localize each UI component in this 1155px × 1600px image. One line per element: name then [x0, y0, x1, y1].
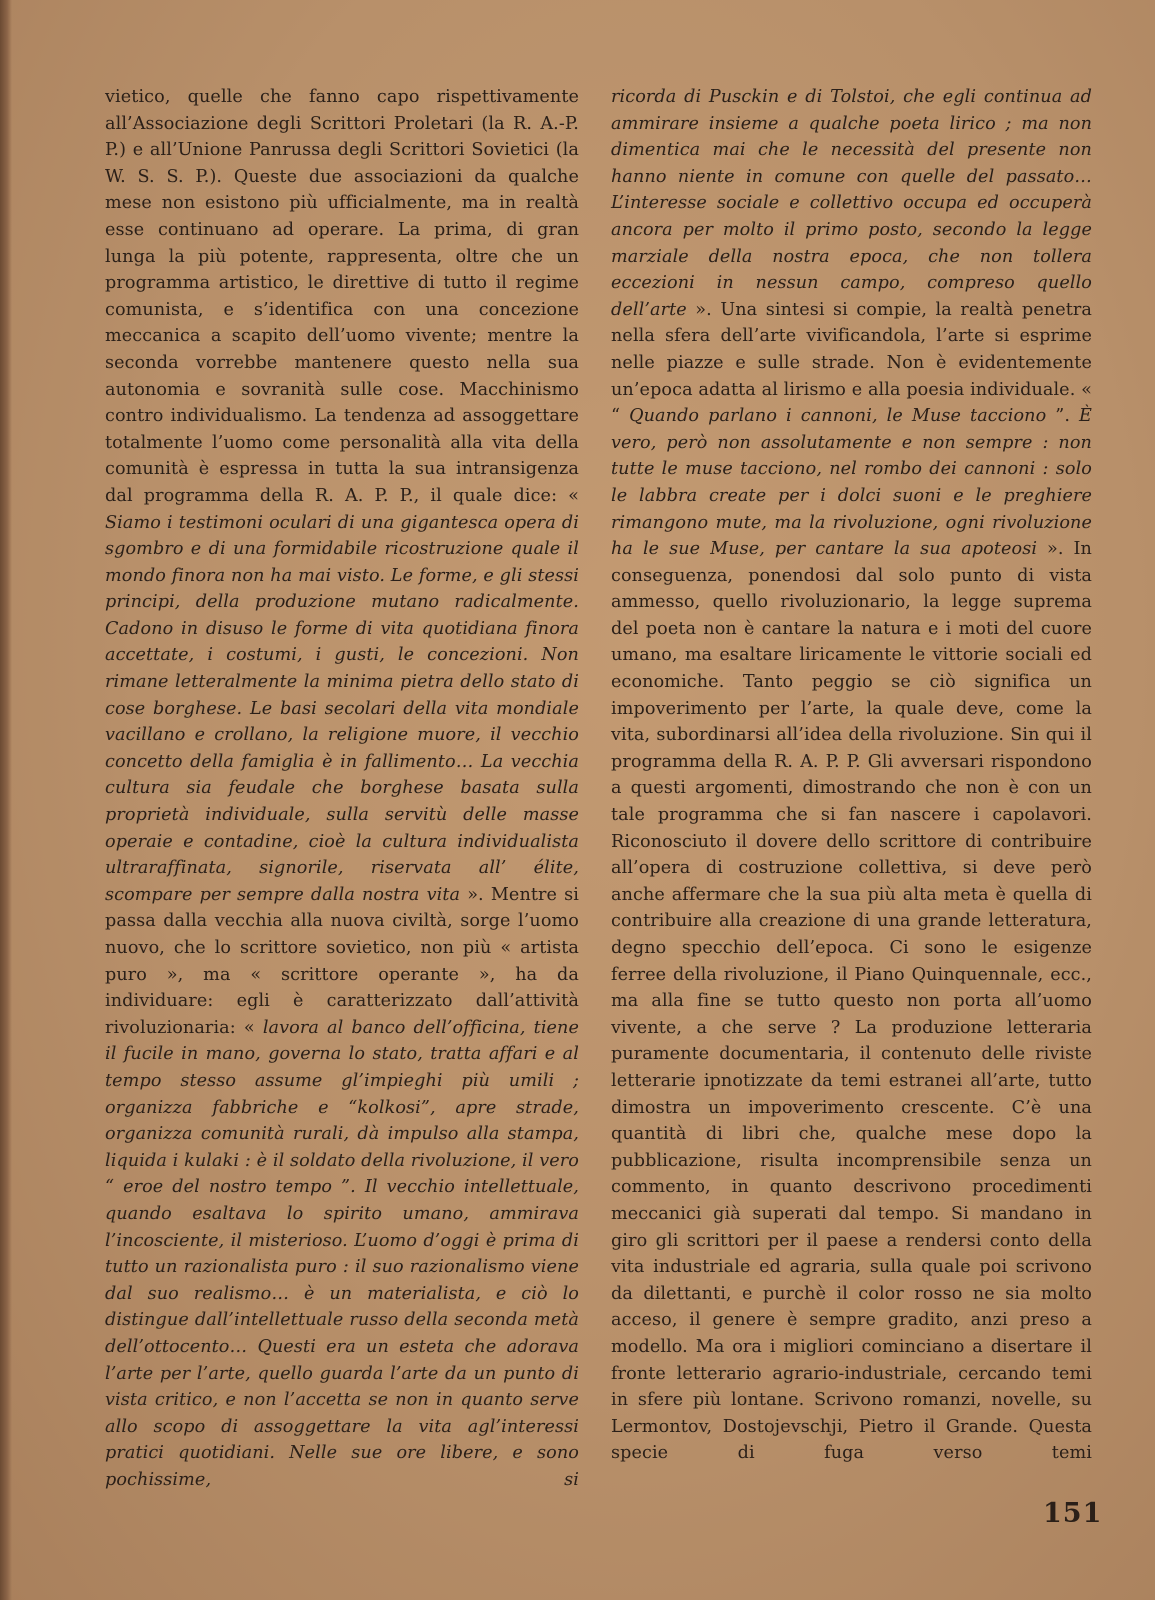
italic-quotation: lavora al banco dell’officina, tiene il fucile in mano, governa lo stato, tratta affari e al tempo stesso assume gl’impieghi più umili ; organizza fabbriche e “kolkosi”, apre strade, organizza comunità rurali, dà impulso alla stampa, liquida i kulaki : è il soldato della rivoluzione, il vero “ eroe del nostro tempo ”. Il vecchio intellettuale, quando esaltava lo spirito umano, ammirava l’incosciente, il misterioso. L’uomo d’oggi è prima di tutto un razionalista puro : il suo razionalismo viene dal suo realismo… è un materialista, e ciò lo distingue dall’intellettuale russo della seconda metà dell’ottocento… Questi era un esteta che adorava l’arte per l’arte, quello guarda l’arte da un punto di vista critico, e non l’accetta se non in quanto serve allo scopo di assoggettare la vita agl’interessi pratici quotidiani. Nelle sue ore libere, e sono pochissime, si — [105, 1017, 580, 1490]
left-paragraph — [105, 84, 579, 1493]
body-text: ». Mentre si passa dalla vecchia alla nuova civiltà, sorge l’uomo nuovo, che lo scrittore sovietico, non più « artista puro », ma « scrittore operante », ha da individuare: egli è caratterizzato dall’attività rivoluzionaria: « — [105, 884, 579, 1038]
body-text: ”. — [1046, 406, 1080, 427]
left-text-column — [105, 84, 579, 1493]
body-text: ». In conseguenza, ponendosi dal solo punto di vista ammesso, quello rivoluzionario, la legge suprema del poeta non è cantare la natura e i moti del cuore umano, ma esaltare liricamente le vittorie sociali ed economiche. Tanto peggio se ciò significa un impoverimento per l’arte, la quale deve, come la vita, subordinarsi all’idea della rivoluzione. Sin qui il programma della R. A. P. P. Gli avversari rispondono a questi argomenti, dimostrando che non è con un tale programma che si fan nascere i capolavori. Riconosciuto il dovere dello scrittore di contribuire all’opera di costruzione collettiva, si deve però anche affermare che la sua più alta meta è quella di contribuire alla creazione di una grande letteratura, degno specchio dell’epoca. Ci sono le esigenze ferree della rivoluzione, il Piano Quinquennale, ecc., ma alla fine se tutto questo non porta all’uomo vivente, a che serve ? La produzione letteraria puramente documentaria, il contenuto delle riviste letterarie ipnotizzate da temi estranei all’arte, tutto dimostra un impoverimento crescente. C’è una quantità di libri che, qualche mese dopo la pubblicazione, risulta incomprensibile senza un commento, in quanto descrivono procedimenti meccanici già superati dal tempo. Si mandano in giro gli scrittori per il paese a rendersi conto della vita industriale ed agraria, sulla quale poi scrivono da dilettanti, e purchè il color rosso ne sia molto acceso, il genere è sempre gradito, anzi preso a modello. Ma ora i migliori cominciano a disertare il fronte letterario agrario-industriale, cercando temi in sfere più lontane. Scrivono romanzi, novelle, su Lermontov, Dostojevschji, Pietro il Grande. Questa specie di fuga verso temi — [611, 539, 1092, 1464]
page-number: 151 — [1043, 1498, 1103, 1529]
right-paragraph — [611, 84, 1092, 1467]
body-text: vietico, quelle che fanno capo rispettivamente all’Associazione degli Scrittori Proletari (la R. A.-P. P.) e all’Unione Panrussa degli Scrittori Sovietici (la W. S. S. P.). Queste due associazioni da qualche mese non esistono più ufficialmente, ma in realtà esse continuano ad operare. La prima, di gran lunga la più potente, rappresenta, oltre che un programma artistico, le direttive di tutto il regime comunista, e s’identifica con una concezione meccanica a scapito dell’uomo vivente; mentre la seconda vorrebbe mantenere questo nella sua autonomia e sovranità sulle cose. Macchinismo contro individualismo. La tendenza ad assoggettare totalmente l’uomo come personalità alla vita della comunità è espressa in tutta la sua intransigenza dal programma della R. A. P. P., il quale dice: « — [105, 87, 579, 506]
italic-quotation: Quando parlano i cannoni, le Muse tacciono — [629, 406, 1047, 427]
italic-quotation: È vero, però non assolutamente e non sempre : non tutte le muse tacciono, nel rombo dei cannoni : solo le labbra create per i dolci suoni e le preghiere rimangono mute, ma la rivoluzione, ogni rivoluzione ha le sue Muse, per cantare la sua apoteosi — [611, 406, 1092, 560]
italic-quotation: Siamo i testimoni oculari di una gigantesca opera di sgombro e di una formidabile ricostruzione quale il mondo finora non ha mai visto. Le forme, e gli stessi principi, della produzione mutano radicalmente. Cadono in disuso le forme di vita quotidiana finora accettate, i costumi, i gusti, le concezioni. Non rimane letteralmente la minima pietra dello stato di cose borghese. Le basi secolari della vita mondiale vacillano e crollano, la religione muore, il vecchio concetto della famiglia è in fallimento… La vecchia cultura sia feudale che borghese basata sulla proprietà individuale, sulla servitù delle masse operaie e contadine, cioè la cultura individualista ultraraffinata, signorile, riservata all’ élite, scompare per sempre dalla nostra vita — [105, 512, 579, 905]
book-binding-edge — [0, 0, 12, 1600]
body-text: ». Una sintesi si compie, la realtà penetra nella sfera dell’arte vivificandola, l’arte si esprime nelle piazze e sulle strade. Non è evidentemente un’epoca adatta al lirismo e alla poesia individuale. « “ — [611, 299, 1092, 427]
italic-quotation: ricorda di Pusckin e di Tolstoi, che egli continua ad ammirare insieme a qualche poeta lirico ; ma non dimentica mai che le necessità del presente non hanno niente in comune con quelle del passato… L’interesse sociale e collettivo occupa ed occuperà ancora per molto il primo posto, secondo la legge marziale della nostra epoca, che non tollera eccezioni in nessun campo, compreso quello dell’arte — [611, 87, 1092, 320]
right-text-column — [611, 84, 1092, 1467]
